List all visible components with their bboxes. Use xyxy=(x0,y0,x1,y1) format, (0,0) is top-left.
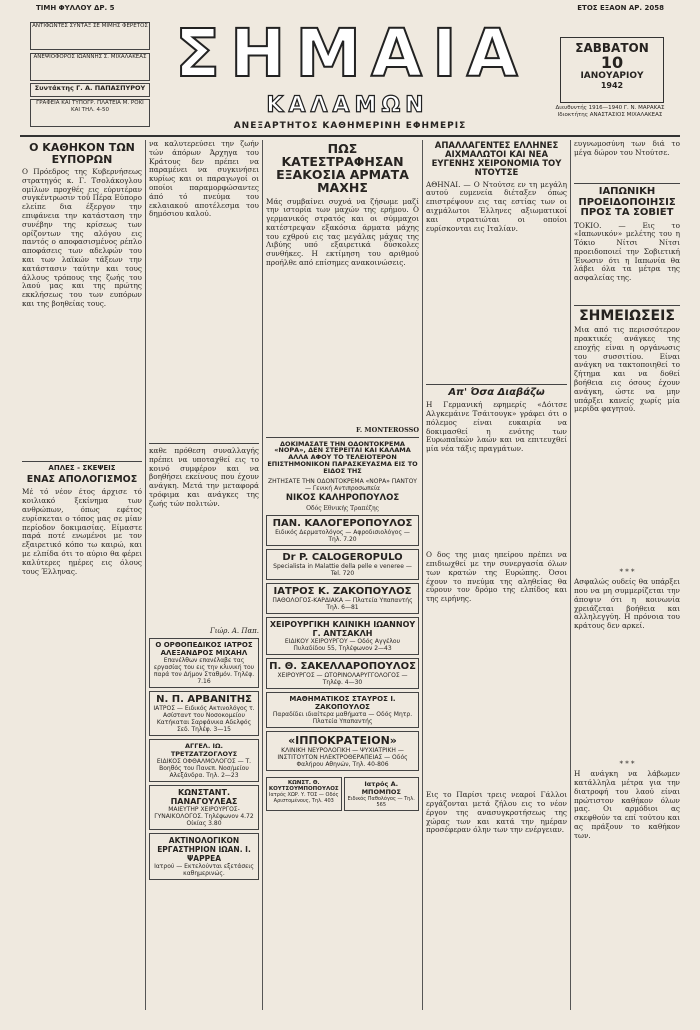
top-strip xyxy=(0,0,700,14)
divider xyxy=(426,384,567,385)
reading-article-continued: Ο δος της μιας ηπείρου πρέπει να επιδιωχθεί με την συνεργασία όλων των κρατών της Ευρώπης. Όσοι έχουν το πνεύμα της αληθείας θα εύρουν τον δρόμο της ελπίδος και της ειρήνης. xyxy=(426,551,567,604)
masthead-tagline: ΑΝΕΞΑΡΤΗΤΟΣ ΚΑΘΗΜΕΡΙΝΗ ΕΦΗΜΕΡΙΣ xyxy=(233,121,467,131)
ad-text: Επανέλθων επανέλαβε τας εργασίας του εις την κλινική του παρά τον Δήμον Σταθμόν. Τηλέφ. 7.16 xyxy=(153,657,255,685)
ad-orthopedic xyxy=(149,638,259,688)
masthead-subtitle: ΚΑΛΑΜΩΝ xyxy=(266,93,429,118)
ad-text: Παραδίδει ιδιαίτερα μαθήματα — Οδός Μητρ. Πλατεία Υπαπαντής xyxy=(272,711,413,726)
date-number: 10 xyxy=(600,53,624,72)
masthead xyxy=(20,17,680,137)
ad-zakopoulos xyxy=(266,583,419,614)
japan-article-body: ΤΟΚΙΟ. — Εις το «Ιαπωνικόν» μελέτης του η Τόκιο Νίτσι Νίτσι προειδοποιεί την Σοβιετική Ένωσιν ότι η Ιαπωνία θα λάβει όλα τα μέτρα της ασφαλείας της. xyxy=(574,221,680,283)
reading-article-body: Η Γερμανική εφημερίς «Δόιτσε Αλγκεμάινε Τσάιτουγκ» γράφει ότι ο πόλεμος είναι ευκαιρία να δοκιμασθεί η ενότης των Ευρωπαϊκών λαών και να επιτευχθεί μία νέα τάξις πραγμάτων. xyxy=(426,401,567,454)
ad-title: ΜΑΘΗΜΑΤΙΚΟΣ ΣΤΑΥΡΟΣ Ι. ΖΑΚΟΠΟΥΛΟΣ xyxy=(289,695,396,712)
ad-text: Ιατρός ΧΩΡ. Υ. ΤΟΣ — Οδός Αριστομένους, Τηλ. 403 xyxy=(268,792,339,805)
ad-text: Ιατρού — Εκτελούνται εξετάσεις καθημερινώς. xyxy=(154,863,254,877)
notes-article-body: Μια από τις περισσότερον πρακτικές ανάγκες της εποχής είναι η οργάνωσις του συσσιτίου. Είναι ανάγκη να τακτοποιηθεί το ζήτημα και να δοθεί βοήθεια εις όσους έχουν ανάγκη, ώστε να μην υπάρξει κανείς χωρίς μία μερίδα φαγητού. xyxy=(574,326,680,414)
ad-calogeropulo xyxy=(266,549,419,580)
ad-radiology-lab xyxy=(149,833,259,880)
toothpaste-ad-headline: ΔΟΚΙΜΑΣΑΤΕ ΤΗΝ ΟΔΟΝΤΟΚΡΕΜΑ «ΝΟΡΑ», ΔΕΝ ΣΤΕΡΕΙΤΑΙ ΚΑΙ ΚΑΛΑΜΑ ΑΛΛΑ ΑΦΟΥ ΤΟ ΤΕΛΕΙΟΤΕΡΟΝ ΕΠΙΣΤΗΜΟΝΙΚΟΝ ΠΑΡΑΣΚΕΥΑΣΜΑ ΕΙΣ ΤΟ ΕΙΔΟΣ ΤΗΣ xyxy=(267,439,418,475)
toothpaste-ad-address: Οδός Εθνικής Τραπέζης xyxy=(306,505,379,513)
column-1 xyxy=(22,140,142,1010)
ad-title: Ν. Π. ΑΡΒΑΝΙΤΗΣ xyxy=(156,694,252,705)
divider xyxy=(574,183,680,184)
ad-text: ΚΛΙΝΙΚΗ ΝΕΥΡΟΛΟΓΙΚΗ — ΨΥΧΙΑΤΡΙΚΗ — ΙΝΣΤΙΤΟΥΤΟΝ ΗΛΕΚΤΡΟΘΕΡΑΠΕΙΑΣ — Οδός Φαλήρου Αθηνών, Τηλ. 40-806 xyxy=(277,747,408,769)
founder-box: ΑΝΤΙΦΩΝΤΕΣ ΣΥΝΤΑΞ ΣΕ ΜΙΜΗΣ ΦΕΡΕΤΟΣ xyxy=(30,22,150,50)
notes-headline: ΣΗΜΕΙΩΣΕΙΣ xyxy=(579,307,675,324)
ad-text: ΜΑΙΕΥΤΗΡ ΧΕΙΡΟΥΡΓΟΣ-ΓΥΝΑΙΚΟΛΟΓΟΣ. Τηλέφωνον 4.72 Οίκίας 3.80 xyxy=(154,806,254,827)
article-headline: ΕΝΑΣ ΑΠΟΛΟΓΙΣΜΟΣ xyxy=(26,474,138,486)
column-rule xyxy=(145,140,146,1010)
date-box xyxy=(560,37,664,103)
ad-title: ΚΩΝΣΤΑΝΤ. ΠΑΝΑΓΟΥΛΕΑΣ xyxy=(170,788,238,806)
column-3 xyxy=(266,140,419,1010)
column-5 xyxy=(574,140,680,1010)
date-month: ΙΑΝΟΥΑΡΙΟΥ xyxy=(580,71,644,81)
ad-sakellaropoulos xyxy=(266,658,419,689)
director-info xyxy=(540,105,680,127)
divider xyxy=(574,305,680,306)
ad-title: Dr P. CALOGEROPULO xyxy=(282,552,403,564)
ad-title: Ο ΟΡΘΟΠΕΔΙΚΟΣ ΙΑΤΡΟΣ ΑΛΕΞΑΝΔΡΟΣ ΜΙΧΑΗΛ xyxy=(155,641,253,657)
japan-headline: ΙΑΠΩΝΙΚΗ ΠΡΟΕΙΔΟΠΟΙΗΣΙΣ ΠΡΟΣ ΤΑ ΣΟΒΙΕΤ xyxy=(578,186,676,218)
stars-separator: * * * xyxy=(619,568,635,577)
ad-title: ΚΩΝΣΤ. Θ. ΚΟΥΤΣΟΥΜΠΟΠΟΥΛΟΣ xyxy=(268,780,339,793)
ad-panagouleas xyxy=(149,785,259,830)
ad-text: Ειδικός Παθολόγος — Τηλ. 565 xyxy=(347,796,415,809)
ad-text: ΙΑΤΡΟΣ — Ειδικός Ακτινολόγος τ. Ασίσταντ του Νοσοκομείου Κατήκαται Σαρφάνικα Αδελφός Σεδ. Τηλέφ. 3—15 xyxy=(153,705,255,733)
issue-number: ΕΤΟΣ ΕΞΑΟΝ ΑΡ. 2058 xyxy=(577,4,664,12)
ad-title: ΙΑΤΡΟΣ Κ. ΖΑΚΟΠΟΥΛΟΣ xyxy=(273,586,412,598)
ad-mathematics-tutor xyxy=(266,692,419,728)
ad-text: ΠΑΘΟΛΟΓΟΣ-ΚΑΡΔΙΑΚΑ — Πλατεία Υπαπαντής Τηλ. 6—81 xyxy=(272,597,413,612)
ad-text: ΧΕΙΡΟΥΡΓΟΣ — ΩΤΟΡΙΝΟΛΑΡΥΓΓΟΛΟΓΟΣ — Τηλέφ. 4—30 xyxy=(277,672,408,687)
owner-box: ΑΝΕΨΙΟΦΟΡΟΣ ΙΩΑΝΝΗΣ Σ. ΜΙΧΑΛΑΚΕΑΣ xyxy=(30,53,150,81)
date-day: ΣΑΒΒΑΤΟΝ xyxy=(575,41,649,55)
ad-text: ΕΙΔΙΚΟΣ ΟΦΘΑΛΜΟΛΟΓΟΣ — Τ. Βοηθός του Πανεπ. Νοσ/μείου Αλεξάνδρα. Τηλ. 2—23 xyxy=(156,758,252,779)
ad-title: «ΙΠΠΟΚΡΑΤΕΙΟΝ» xyxy=(288,734,397,748)
war-headline: ΠΩΣ ΚΑΤΕΣΤΡΑΦΗΣΑΝ ΕΞΑΚΟΣΙΑ ΑΡΜΑΤΑ ΜΑΧΗΣ xyxy=(276,141,409,196)
article-body: καθε πρόθεση συναλλαγής πρέπει να υποταχθεί εις το κοινό συμφέρον και να βοηθήσει εκείνους που έχουν ανάγκη. Μετά την μεταφορά τρόφιμα και ανάγκες της ζωής τών πολιτών. xyxy=(149,447,259,508)
price-label: ΤΙΜΗ ΦΥΛΛΟΥ ΔΡ. 5 xyxy=(36,4,115,12)
ad-text: ΕΙΔΙΚΟΥ ΧΕΙΡΟΥΡΓΟΥ — Οδός Αγγέλου Πυλαδίδου 55, Τηλέφωνον 2—43 xyxy=(284,638,401,653)
ad-title: ΧΕΙΡΟΥΡΓΙΚΗ ΚΛΙΝΙΚΗ ΙΩΑΝΝΟΥ Γ. ΑΝΤΣΑΚΛΗ xyxy=(269,620,416,639)
ad-hippocrateion xyxy=(266,731,419,771)
ad-text: Specialista in Malattie della pelle e veneree — Tel. 720 xyxy=(273,563,412,578)
bottom-ads-row xyxy=(266,774,419,814)
divider xyxy=(266,437,419,438)
date-year: 1942 xyxy=(600,81,624,90)
ad-ophthalmologist xyxy=(149,739,259,782)
column-4 xyxy=(426,140,567,1010)
prisoners-article-body: ΑΘΗΝΑΙ. — Ο Ντούτσε εν τη μεγάλη αυτού ευμενεία διέταξεν όπως επιστρέψουν εις τας εστίας των οι αιχμάλωτοι Έλληνες αξιωματικοί και στρατιώται οι οποίοι ευρίσκονται εις Ιταλίαν. xyxy=(426,180,567,233)
paris-article-body: Εις το Παρίσι τρεις νεαροί Γάλλοι εργάζονται μετά ζήλου εις το νέον έργον της ανασυγκροτήσεως της χώρας των και κατά την ημέραν προσέφεραν όλην των την ενέργειαν. xyxy=(426,791,567,835)
stars-separator: * * * xyxy=(619,760,635,769)
ad-title: Ιατρός Α. ΜΠΟΜΠΟΣ xyxy=(361,780,401,797)
lead-article-continued: να καλυτερεύσει την ζωήν τών άπόρων Άρχηγα του Κράτους δεν πρέπει να παραμένει να συγκινήσει κυρίως και οι παραγωγοί οι οποίοι παραμορφώσαντες άπό τό πνεύμα του εκλαιακού αποτέλεσμα του δημόσιου καλού. xyxy=(149,140,259,219)
ad-text: Ειδικός Δερματολόγος — Αφροδισιολόγος — Τηλ. 7.20 xyxy=(275,529,410,544)
editor-box: Συντάκτης Γ. Α. ΠΑΠΑΣΠΥΡΟΥ xyxy=(30,83,150,97)
lead-headline: Ο ΚΑΘΗΚΟΝ ΤΩΝ ΕΥΠΟΡΩΝ xyxy=(29,141,135,166)
column-rule xyxy=(422,140,423,1010)
divider xyxy=(22,461,142,462)
owner-line: Ιδιοκτήτης ΑΝΑΣΤΑΣΙΟΣ ΜΙΧΑΛΑΚΕΑΣ xyxy=(557,112,663,119)
prisoners-article-continued: ευγνωμοσύνη των διά το μέγα δώρον του Ντούτσε. xyxy=(574,140,680,157)
masthead-title: ΣΗΜΑΙΑ xyxy=(175,15,528,92)
ad-arvanitis xyxy=(149,691,259,736)
column-rule xyxy=(570,140,571,1010)
column-rule xyxy=(262,140,263,1010)
article-signature: Γιώρ. Α. Παπ. xyxy=(209,627,259,635)
notes-article-final: Η ανάγκη να λάβωμεν κατάλληλα μέτρα για την διατροφή του λαού είναι πρώτιστον καθήκον όλων μας. Οι αρμόδιοι ας σκεφθούν τα επί τούτου και ας πράξουν το καθήκον των. xyxy=(574,770,680,840)
article-body: Μέ τό νέον έτος άρχισε τό κοιλιακό ξεκίνημα των ανθρώπων, όπως εφέτος ευρίσκεται ο τόπος μας σε μίαν περίοδον δοκιμασίας. Είμαστε παρά ποτέ ενωμένοι με τον εξαιρετικό κόπο τω καιρώ, και με ελπίδα ότι το αύριο θα φέρει καλύτερες ημέρες εις όλους τους Έλληνας. xyxy=(22,488,142,576)
lead-article-body: Ο Πρόεδρος της Κυβερνήσεως στρατηγός κ. Γ. Τσολάκογλου ομίλων προχθές εις εύρυτέραν συγκέντρωσιν τοΰ Πέρα Εύπορο ελείπε δια έξεργον την επιφάνεια την κατάσταση την συνέβην της κρίσεως των ορίζοντων της αλόγου εις παντός ο αποφασισμένος ρέπλο αποφάσεις των αδελφών του και των λαϊκών τάξεων την κατάστασιν ταύτην και τους άλλους τρόπους της ζωής του λαού μας και της πρώτης εκκλήσεως του των ευπόρων και της βοηθείας τους. xyxy=(22,168,142,309)
column-2 xyxy=(149,140,259,1010)
war-article-body: Μάς συμβαίνει συχνά να ζήσωμε μαζί την ιστορία των μαχών της ερήμου. Ο γερμανικός στρατός και οι σύμμαχοι κατέστρεψαν εξακόσια άρματα μάχης του εχθρού εις τας μεγάλας μάχας της Λιβύης υπό εξαιρετικά δύσκολες συνθήκες. Η εκτίμηση του αριθμού προήλθε από επίσημες ανακοινώσεις. xyxy=(266,197,419,268)
offices-box: ΓΡΑΦΕΙΑ ΚΑΙ ΤΥΠΟΓΡ. ΠΛΑΤΕΙΑ Μ. ΡΟΚΙ ΚΑΙ ΤΗΛ. 4-50 xyxy=(30,99,150,127)
ad-bompos xyxy=(344,777,420,811)
ad-title: ΑΚΤΙΝΟΛΟΓΙΚΟΝ ΕΡΓΑΣΤΗΡΙΟΝ ΙΩΑΝ. Ι. ΨΑΡΡΕΑ xyxy=(157,836,251,863)
article-signature: F. MONTEROSSO xyxy=(355,425,419,434)
ad-title: Π. Θ. ΣΑΚΕΛΛΑΡΟΠΟΥΛΟΣ xyxy=(269,661,416,673)
director-line: Διευθυντής 1916—1940 Γ. Ν. ΜΑΡΑΚΑΣ xyxy=(555,105,665,111)
notes-article-continued: Ασφαλώς ουδείς θα υπάρξει που να μη συμμερίζεται την άποψιν ότι η κοινωνία χρειάζεται βοήθεια και αλληλεγγύη. Η πρόνοια του κράτους δεν αρκεί. xyxy=(574,578,680,631)
toothpaste-ad-text: ΖΗΤΗΣΑΤΕ ΤΗΝ ΟΔΟΝΤΟΚΡΕΜΑ «ΝΟΡΑ» ΠΑΝΤΟΥ — Γενική Αντιπροσωπεία xyxy=(268,477,417,492)
divider xyxy=(149,443,259,444)
ad-title: ΑΓΓΕΛ. ΙΩ. ΤΡΕΤΖΑΤΖΟΓΛΟΥΣ xyxy=(170,742,238,758)
ad-kalogeropoulos xyxy=(266,515,419,546)
ad-surgical-clinic xyxy=(266,617,419,655)
column-byline: ΑΠΛΕΣ - ΣΚΕΨΕΙΣ xyxy=(48,464,116,473)
section-headline-reading: Απ' Όσα Διαβάζω xyxy=(448,386,545,398)
ad-koutsoumpopoulos xyxy=(266,777,342,811)
prisoners-headline: ΑΠΑΛΛΑΓΕΝΤΕΣ ΕΛΛΗΝΕΣ ΑΙΧΜΑΛΩΤΟΙ ΚΑΙ ΝΕΑ ΕΥΓΕΝΗΣ ΧΕΙΡΟΝΟΜΙΑ ΤΟΥ ΝΤΟΥΤΣΕ xyxy=(431,141,562,178)
ad-title: ΠΑΝ. ΚΑΛΟΓΕΡΟΠΟΥΛΟΣ xyxy=(272,518,413,530)
toothpaste-ad-agent: ΝΙΚΟΣ ΚΑΛΗΡΟΠΟΥΛΟΣ xyxy=(285,492,400,503)
